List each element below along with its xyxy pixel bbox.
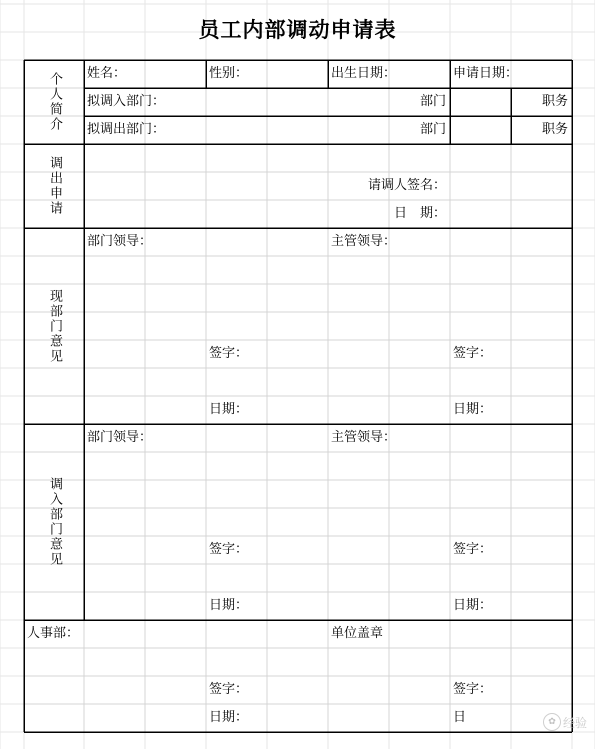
- apply-date-field-label[interactable]: 申请日期：: [453, 66, 519, 81]
- name-field-label[interactable]: 姓名：: [87, 66, 127, 81]
- birth-date-field-label[interactable]: 出生日期：: [331, 66, 397, 81]
- dept-label-1: 部门: [419, 94, 446, 109]
- apply-date-label[interactable]: 日 期：: [393, 206, 446, 221]
- hr-date-right[interactable]: 日: [453, 710, 467, 725]
- form-title: 员工内部调动申请表: [198, 18, 397, 42]
- post-label-2: 职务: [541, 122, 568, 137]
- section-current-dept: 现部门意见: [47, 288, 62, 364]
- gender-field-label[interactable]: 性别：: [209, 66, 249, 81]
- company-seal-label[interactable]: 单位盖章: [331, 626, 384, 641]
- section-transfer-out: 调出申请: [47, 156, 62, 216]
- current-date-right[interactable]: 日期：: [453, 402, 493, 417]
- current-sign-left[interactable]: 签字：: [209, 346, 249, 361]
- hr-sign-right[interactable]: 签字：: [453, 682, 493, 697]
- target-supervisor-label[interactable]: 主管领导：: [331, 430, 397, 445]
- source-dept-field-label[interactable]: 拟调出部门：: [87, 122, 166, 137]
- current-date-left[interactable]: 日期：: [209, 402, 249, 417]
- target-date-left[interactable]: 日期：: [209, 598, 249, 613]
- target-sign-right[interactable]: 签字：: [453, 542, 493, 557]
- hr-label[interactable]: 人事部：: [27, 626, 80, 641]
- hr-sign-left[interactable]: 签字：: [209, 682, 249, 697]
- target-dept-leader-label[interactable]: 部门领导：: [87, 430, 153, 445]
- current-dept-leader-label[interactable]: 部门领导：: [87, 234, 153, 249]
- paw-icon: ✿: [543, 713, 561, 731]
- watermark-text: 经验: [562, 715, 587, 730]
- target-sign-left[interactable]: 签字：: [209, 542, 249, 557]
- post-label-1: 职务: [541, 94, 568, 109]
- target-dept-field-label[interactable]: 拟调入部门：: [87, 94, 166, 109]
- target-date-right[interactable]: 日期：: [453, 598, 493, 613]
- applicant-signature-label[interactable]: 请调人签名：: [367, 178, 446, 193]
- watermark: [543, 713, 587, 731]
- dept-label-2: 部门: [419, 122, 446, 137]
- section-target-dept: 调入部门意见: [47, 477, 62, 567]
- current-sign-right[interactable]: 签字：: [453, 346, 493, 361]
- current-supervisor-label[interactable]: 主管领导：: [331, 234, 397, 249]
- section-profile: 个人简介: [47, 72, 62, 132]
- hr-date-left[interactable]: 日期：: [209, 710, 249, 725]
